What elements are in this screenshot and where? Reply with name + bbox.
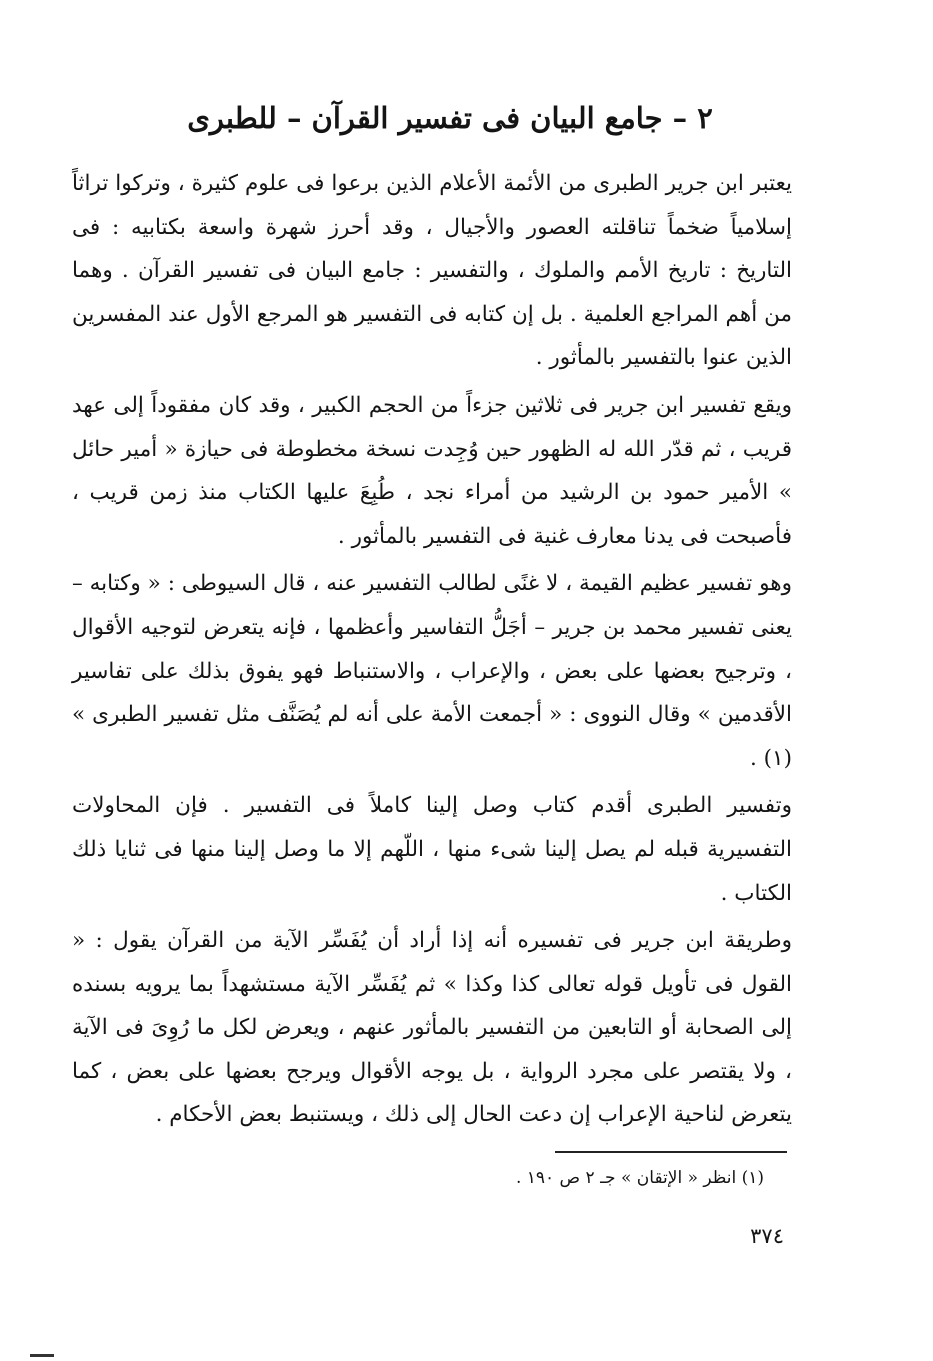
- paragraph-2: ويقع تفسير ابن جرير فى ثلاثين جزءاً من الحجم الكبير ، وقد كان مفقوداً إلى عهد قريب ، ثم قدّر الله له الظهور حين وُجِدت نسخة مخطوطة فى حيازة « أمير حائل » الأمير حمود بن الرشيد من أمراء نجد ، طُبِعَ عليها الكتاب منذ زمن قريب ، فأصبحت فى يدنا معارف غنية فى التفسير بالمأثور .: [72, 392, 792, 549]
- paragraph-4: وتفسير الطبرى أقدم كتاب وصل إلينا كاملاً فى التفسير . فإن المحاولات التفسيرية قبله لم يصل إلينا شىء منها ، اللّهم إلا ما وصل إلينا منها فى ثنايا ذلك الكتاب .: [72, 793, 792, 906]
- section-heading: ٢ – جامع البيان فى تفسير القرآن – للطبرى: [187, 101, 713, 135]
- paragraph-1: يعتبر ابن جرير الطبرى من الأئمة الأعلام الذين برعوا فى علوم كثيرة ، وتركوا تراثاً إسلامياً ضخماً تناقلته العصور والأجيال ، وقد أحرز شهرة واسعة بكتابيه : فى التاريخ : تاريخ الأمم والملوك ، والتفسير : جامع البيان فى تفسير القرآن . وهما من أهم المراجع العلمية . بل إن كتابه فى التفسير هو المرجع الأول عند المفسرين الذين عنوا بالتفسير بالمأثور .: [72, 171, 792, 371]
- paragraph-5: وطريقة ابن جرير فى تفسيره أنه إذا أراد أن يُفَسِّر الآية من القرآن يقول : « القول فى تأويل قوله تعالى كذا وكذا » ثم يُفَسِّر الآية مستشهداً بما يرويه بسنده إلى الصحابة أو التابعين من التفسير بالمأثور عنهم ، ويعرض لكل ما رُوِىَ فى الآية ، ولا يقتصر على مجرد الرواية ، بل يوجه الأقوال ويرجح بعضها على بعض ، كما يتعرض لناحية الإعراب إن دعت الحال إلى ذلك ، ويستنبط بعض الأحكام .: [72, 928, 792, 1128]
- body-text: [72, 162, 792, 1141]
- paragraph-3: وهو تفسير عظيم القيمة ، لا غنًى لطالب التفسير عنه ، قال السيوطى : « وكتابه – يعنى تفسير محمد بن جرير – أجَلُّ التفاسير وأعظمها ، فإنه يتعرض لتوجيه الأقوال ، وترجيح بعضها على بعض ، والإعراب ، والاستنباط فهو يفوق بذلك على تفاسير الأقدمين » وقال النووى : « أجمعت الأمة على أنه لم يُصَنَّف مثل تفسير الطبرى » (١) .: [72, 571, 792, 771]
- footnote: (١) انظر « الإتقان » جـ ٢ ص ١٩٠ .: [515, 1168, 764, 1188]
- page-number: ٣٧٤: [750, 1224, 784, 1248]
- footnote-divider: [555, 1151, 787, 1153]
- scan-mark: [30, 1354, 54, 1357]
